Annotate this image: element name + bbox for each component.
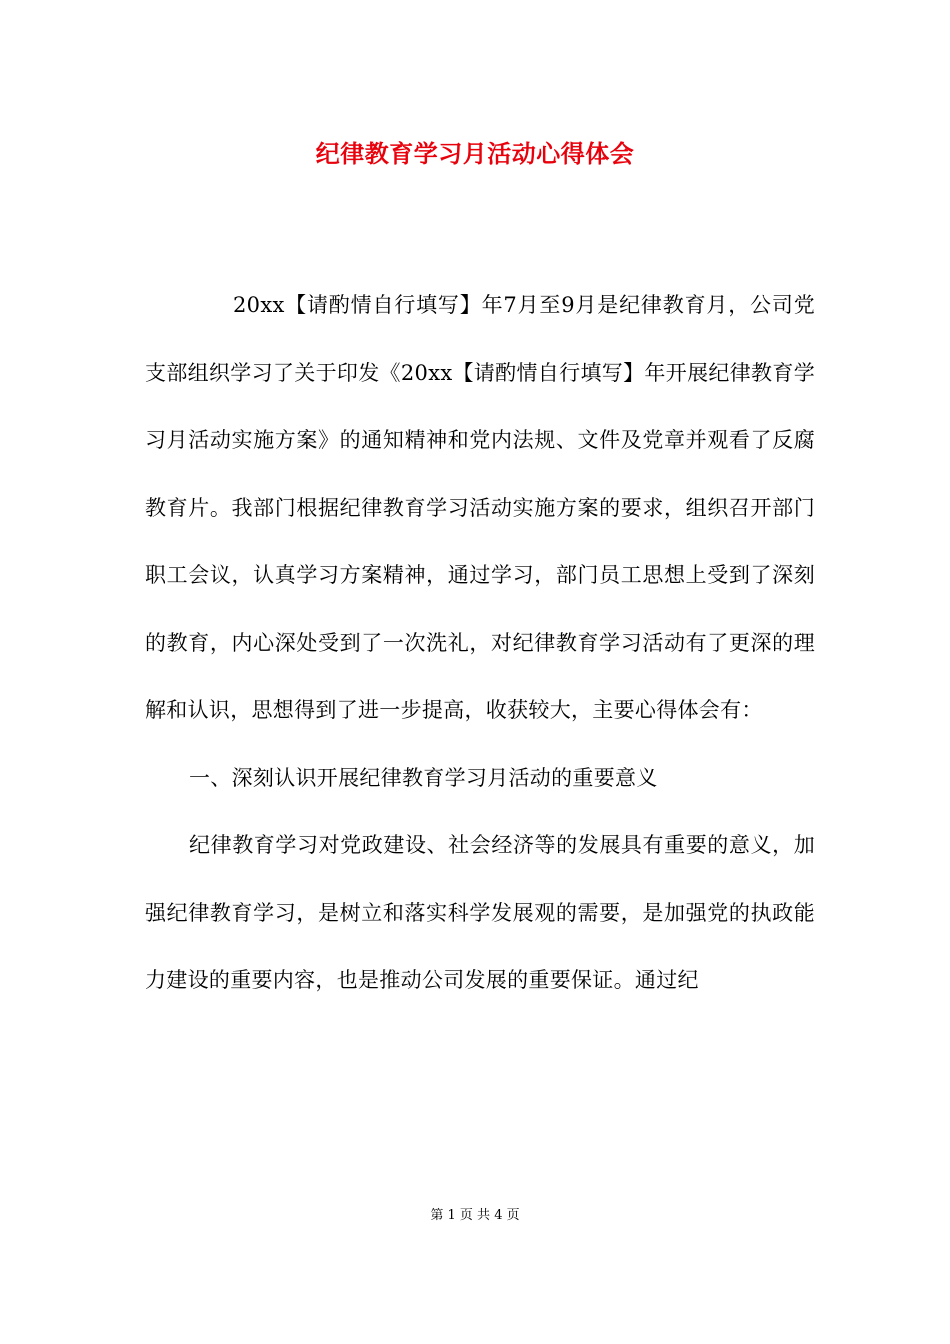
section-heading-1: 一、深刻认识开展纪律教育学习月活动的重要意义 <box>189 765 658 790</box>
paragraph-significance: 纪律教育学习对党政建设、社会经济等的发展具有重要的意义，加强纪律教育学习，是树立和落实科学发展观的需要，是加强党的执政能力建设的重要内容，也是推动公司发展的重要保证。通过纪 <box>145 833 815 992</box>
page-number-footer: 第 1 页 共 4 页 <box>430 1208 520 1223</box>
document-title: 纪律教育学习月活动心得体会 <box>315 139 635 168</box>
paragraph-intro: 20xx【请酌情自行填写】年7月至9月是纪律教育月，公司党支部组织学习了关于印发《20xx【请酌情自行填写】年开展纪律教育学习月活动实施方案》的通知精神和党内法规、文件及党章并观看了反腐教育片。我部门根据纪律教育学习活动实施方案的要求，组织召开部门职工会议，认真学习方案精神，通过学习，部门员工思想上受到了深刻的教育，内心深处受到了一次洗礼，对纪律教育学习活动有了更深的理解和认识，思想得到了进一步提高，收获较大，主要心得体会有： <box>145 293 815 722</box>
document-body <box>145 272 815 1015</box>
